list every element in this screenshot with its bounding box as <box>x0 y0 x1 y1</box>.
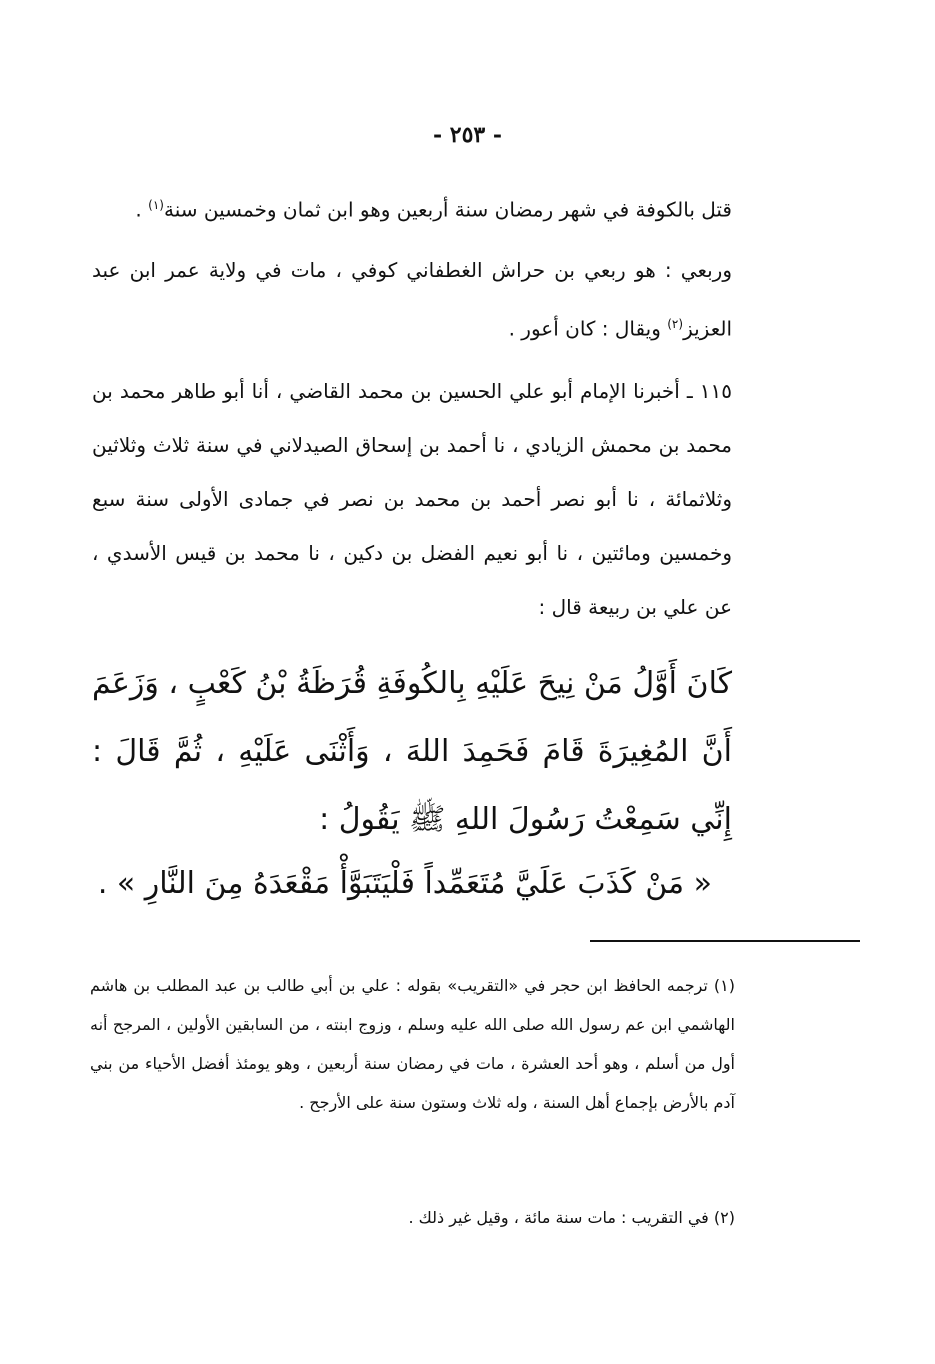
footnote-2 <box>90 1198 735 1237</box>
footnote-ref-1: (١) <box>148 198 164 212</box>
footnote-ref-2: (٢) <box>667 317 684 331</box>
hadith-quote: « مَنْ كَذَبَ عَلَيَّ مُتَعَمِّداً فَلْيَتَبَوَّأْ مَقْعَدَهُ مِنَ النَّارِ » . <box>97 866 712 901</box>
paragraph-1-text: قتل بالكوفة في شهر رمضان سنة أربعين وهو ابن ثمان وخمسين سنة <box>163 197 732 222</box>
hadith-text <box>92 650 732 854</box>
paragraph-3-isnad <box>92 364 732 634</box>
paragraph-2-text-b: ويقال : كان أعور . <box>508 316 661 341</box>
footnote-divider <box>590 940 860 942</box>
paragraph-2 <box>92 243 732 356</box>
footnote-1-text: (١) ترجمه الحافظ ابن حجر في «التقريب» بقوله : علي بن أبي طالب بن عبد المطلب بن هاشم الهاشمي ابن عم رسول الله صلى الله عليه وسلم ، وزوج ابنته ، من السابقين الأولين ، المرجح أنه أول من أسلم ، وهو أحد العشرة ، مات في رمضان سنة أربعين ، وهو يومئذ أفضل الأحياء من بني آدم بالأرض بإجماع أهل السنة ، وله ثلاث وستون سنة على الأرجح . <box>90 976 735 1112</box>
paragraph-2-text-a: وربعي : هو ربعي بن حراش الغطفاني كوفي ، مات في ولاية عمر ابن عبد العزيز <box>92 258 732 341</box>
paragraph-3-text: ١١٥ ـ أخبرنا الإمام أبو علي الحسين بن محمد القاضي ، أنا أبو طاهر محمد بن محمد بن محمش الزيادي ، نا أحمد بن إسحاق الصيدلاني في سنة ثلاث وثلاثين وثلاثمائة ، نا أبو نصر أحمد بن محمد بن نصر في جمادى الأولى سنة سبع وخمسين ومائتين ، نا أبو نعيم الفضل بن دكين ، نا محمد بن قيس الأسدي ، عن علي بن ربيعة قال : <box>92 379 732 619</box>
paragraph-1-end: . <box>135 197 142 222</box>
footnote-1 <box>90 966 735 1122</box>
paragraph-1 <box>92 178 732 237</box>
page-number: - ٢٥٣ - <box>432 122 503 148</box>
footnote-2-text: (٢) في التقريب : مات سنة مائة ، وقيل غير ذلك . <box>408 1208 735 1227</box>
hadith-body: كَانَ أَوَّلُ مَنْ نِيحَ عَلَيْهِ بِالكُوفَةِ قُرَظَةُ بْنُ كَعْبٍ ، وَزَعَمَ أَنَّ المُغِيرَةَ قَامَ فَحَمِدَ اللهَ ، وَأَثْنَى عَلَيْهِ ، ثُمَّ قَالَ : إِنِّي سَمِعْتُ رَسُولَ اللهِ ﷺ يَقُولُ : <box>92 666 732 837</box>
